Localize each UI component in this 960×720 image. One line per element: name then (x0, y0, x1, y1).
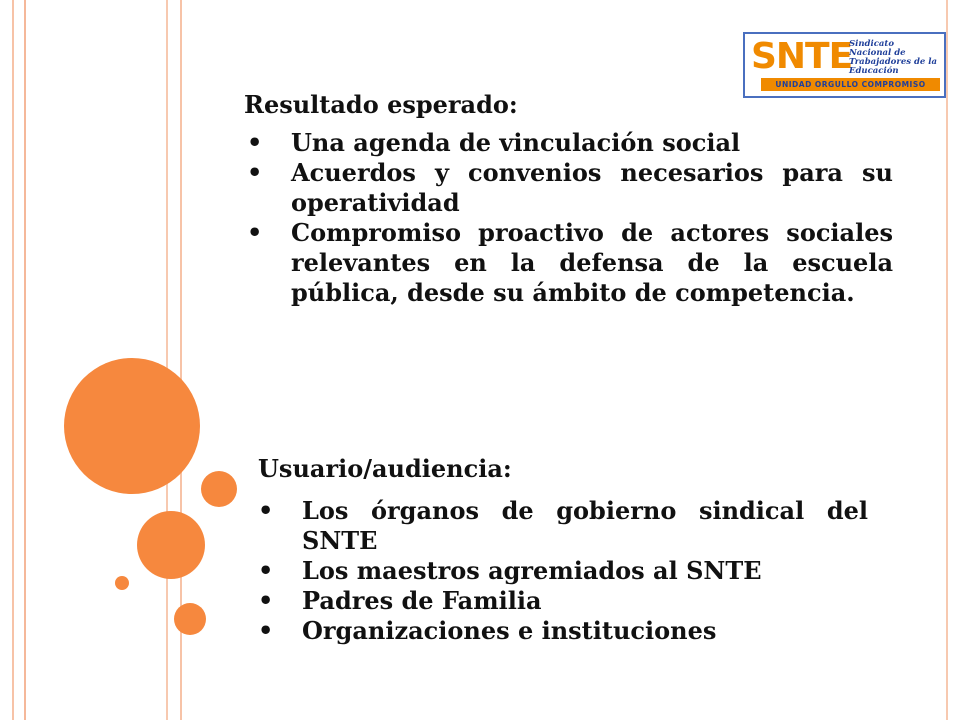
decor-line-mid-left (24, 0, 26, 720)
logo-wordmark (751, 36, 853, 77)
bullet-icon: • (247, 128, 263, 157)
result-item-text: Una agenda de vinculación social (291, 128, 741, 157)
result-item-text: Acuerdos y convenios necesarios para su operatividad (291, 158, 893, 217)
audience-item (258, 586, 868, 616)
decor-circle-medium (137, 511, 205, 579)
decor-circle-small-bottom (174, 603, 206, 635)
result-list (247, 128, 893, 308)
result-item (247, 158, 893, 218)
audience-item (258, 496, 868, 556)
result-item-text: Compromiso proactivo de actores sociales relevantes en la defensa de la escuela pública, desde su ámbito de competencia. (291, 218, 893, 307)
logo-word-text: SNTE (751, 36, 853, 77)
audience-heading: Usuario/audiencia: (258, 454, 512, 483)
logo-tagline: UNIDAD ORGULLO COMPROMISO (761, 78, 940, 91)
bullet-icon: • (258, 556, 274, 585)
decor-line-left (12, 0, 14, 720)
snte-logo (743, 32, 946, 98)
result-item (247, 218, 893, 308)
logo-subtitle: Sindicato Nacional de Trabajadores de la Educación (849, 39, 938, 76)
bullet-icon: • (258, 496, 274, 525)
result-heading: Resultado esperado: (244, 90, 518, 119)
audience-item-text: Organizaciones e instituciones (302, 616, 717, 645)
decor-circle-large (64, 358, 200, 494)
audience-item-text: Los maestros agremiados al SNTE (302, 556, 762, 585)
decor-circle-tiny (115, 576, 129, 590)
decor-line-far-right (946, 0, 948, 720)
bullet-icon: • (258, 616, 274, 645)
audience-list (258, 496, 868, 646)
bullet-icon: • (247, 158, 263, 187)
result-item (247, 128, 893, 158)
bullet-icon: • (258, 586, 274, 615)
decor-line-mid-right (166, 0, 168, 720)
audience-item (258, 556, 868, 586)
bullet-icon: • (247, 218, 263, 247)
audience-item-text: Padres de Familia (302, 586, 542, 615)
audience-item (258, 616, 868, 646)
audience-item-text: Los órganos de gobierno sindical del SNTE (302, 496, 868, 555)
decor-circle-small-right (201, 471, 237, 507)
